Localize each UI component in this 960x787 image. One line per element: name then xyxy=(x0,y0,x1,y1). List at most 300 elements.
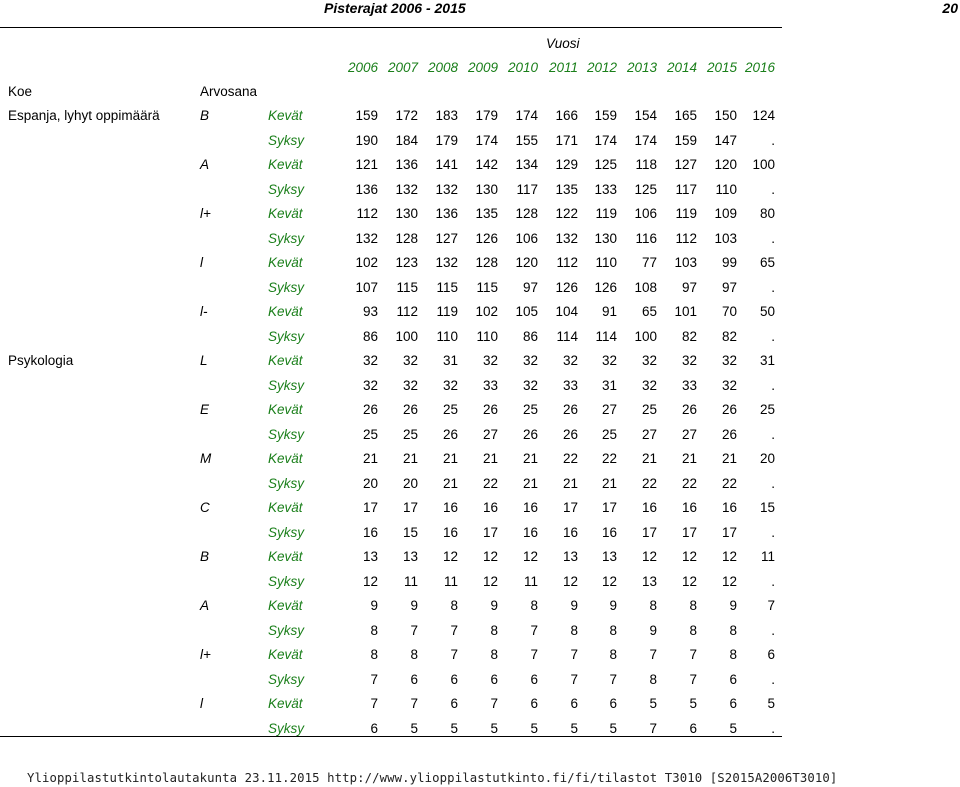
value-cell: 27 xyxy=(681,426,697,442)
value-cell: 115 xyxy=(476,279,498,295)
value-cell: 147 xyxy=(714,132,737,148)
value-cell: 21 xyxy=(522,451,538,466)
value-cell: 32 xyxy=(442,377,458,393)
value-cell: 184 xyxy=(395,132,418,148)
year-header-cell: 2015 xyxy=(706,60,737,75)
season-cell: Kevät xyxy=(268,549,303,564)
value-cell: 97 xyxy=(522,279,538,295)
table-row xyxy=(0,400,960,420)
value-cell: 7 xyxy=(490,696,498,711)
value-cell: 7 xyxy=(410,622,418,638)
value-cell: 136 xyxy=(435,206,458,221)
value-cell: 26 xyxy=(562,426,578,442)
value-cell: 104 xyxy=(555,304,578,319)
value-cell: 136 xyxy=(355,181,378,197)
value-cell: 12 xyxy=(522,549,538,564)
table-row xyxy=(0,596,960,616)
table-row xyxy=(0,204,960,224)
value-cell: 8 xyxy=(609,647,617,662)
value-cell: 119 xyxy=(436,304,458,319)
value-cell: 132 xyxy=(395,181,418,197)
value-cell: 82 xyxy=(681,328,697,344)
value-cell: 97 xyxy=(721,279,737,295)
value-cell: 114 xyxy=(595,328,617,344)
grade-cell: E xyxy=(200,402,210,417)
season-cell: Kevät xyxy=(268,647,303,662)
value-cell: 99 xyxy=(721,255,737,270)
value-cell: 17 xyxy=(601,500,617,515)
value-cell: 7 xyxy=(689,671,697,687)
value-cell: 16 xyxy=(522,500,538,515)
value-cell: 135 xyxy=(475,206,498,221)
value-cell: 101 xyxy=(674,304,697,319)
grade-cell: B xyxy=(200,549,210,564)
value-cell: 32 xyxy=(641,353,657,368)
value-cell: 8 xyxy=(649,598,657,613)
value-cell: 8 xyxy=(570,622,578,638)
value-cell: 86 xyxy=(522,328,538,344)
value-cell: 12 xyxy=(681,573,697,589)
value-cell: 33 xyxy=(562,377,578,393)
value-cell: 26 xyxy=(362,402,378,417)
table-row xyxy=(0,523,960,543)
value-cell: 5 xyxy=(530,720,538,736)
footer-text: Ylioppilastutkintolautakunta 23.11.2015 http://www.ylioppilastutkinto.fi/fi/tilastot T3010 [S2015A2006T3010] xyxy=(27,771,838,785)
value-cell: 122 xyxy=(555,206,578,221)
value-cell: 9 xyxy=(570,598,578,613)
value-cell: 6 xyxy=(729,671,737,687)
season-cell: Kevät xyxy=(268,500,303,515)
value-cell: 6 xyxy=(450,671,458,687)
value-cell: 50 xyxy=(759,304,775,319)
value-cell: 33 xyxy=(482,377,498,393)
value-cell: 26 xyxy=(482,402,498,417)
value-cell: 7 xyxy=(767,598,775,613)
grade-cell: l- xyxy=(200,304,208,319)
value-cell: 12 xyxy=(482,573,498,589)
value-cell: 31 xyxy=(442,353,458,368)
value-cell: 15 xyxy=(402,524,418,540)
value-cell: 6 xyxy=(450,696,458,711)
value-cell: 115 xyxy=(436,279,458,295)
value-cell: 108 xyxy=(634,279,657,295)
value-cell: 6 xyxy=(530,671,538,687)
value-cell: 100 xyxy=(752,157,775,172)
value-cell: 125 xyxy=(594,157,617,172)
season-cell: Syksy xyxy=(268,279,305,295)
value-cell: . xyxy=(771,279,775,295)
season-cell: Kevät xyxy=(268,696,303,711)
value-cell: 7 xyxy=(649,647,657,662)
value-cell: 8 xyxy=(370,647,378,662)
year-header-cell: 2016 xyxy=(744,60,775,75)
value-cell: 17 xyxy=(641,524,657,540)
value-cell: 32 xyxy=(362,353,378,368)
value-cell: 110 xyxy=(715,181,737,197)
value-cell: 97 xyxy=(681,279,697,295)
season-cell: Syksy xyxy=(268,426,305,442)
value-cell: 82 xyxy=(721,328,737,344)
grade-cell: L xyxy=(200,353,208,368)
value-cell: 7 xyxy=(570,647,578,662)
value-cell: 119 xyxy=(595,206,617,221)
value-cell: 112 xyxy=(356,206,378,221)
value-cell: 12 xyxy=(681,549,697,564)
value-cell: 25 xyxy=(641,402,657,417)
value-cell: 13 xyxy=(562,549,578,564)
grade-cell: l+ xyxy=(200,647,211,662)
value-cell: . xyxy=(771,524,775,540)
value-cell: 26 xyxy=(681,402,697,417)
value-cell: 7 xyxy=(689,647,697,662)
value-cell: 26 xyxy=(721,402,737,417)
value-cell: 142 xyxy=(475,157,498,172)
value-cell: 25 xyxy=(759,402,775,417)
value-cell: 5 xyxy=(649,696,657,711)
year-header-cell: 2009 xyxy=(467,60,498,75)
grade-cell: C xyxy=(200,500,210,515)
value-cell: 154 xyxy=(634,108,657,123)
value-cell: 21 xyxy=(402,451,418,466)
season-cell: Kevät xyxy=(268,598,303,613)
value-cell: 22 xyxy=(562,451,578,466)
value-cell: 7 xyxy=(370,671,378,687)
value-cell: 16 xyxy=(362,524,378,540)
value-cell: 20 xyxy=(402,475,418,491)
value-cell: 32 xyxy=(522,353,538,368)
value-cell: 9 xyxy=(410,598,418,613)
value-cell: 21 xyxy=(601,475,617,491)
value-cell: 174 xyxy=(634,132,657,148)
value-cell: 22 xyxy=(641,475,657,491)
value-cell: 129 xyxy=(555,157,578,172)
value-cell: 15 xyxy=(759,500,775,515)
season-cell: Kevät xyxy=(268,402,303,417)
value-cell: 8 xyxy=(490,647,498,662)
value-cell: 135 xyxy=(555,181,578,197)
table-row xyxy=(0,425,960,445)
season-cell: Syksy xyxy=(268,132,305,148)
value-cell: 5 xyxy=(729,720,737,736)
table-row xyxy=(0,670,960,690)
value-cell: 107 xyxy=(355,279,378,295)
value-cell: 26 xyxy=(442,426,458,442)
value-cell: 5 xyxy=(410,720,418,736)
value-cell: 112 xyxy=(556,255,578,270)
value-cell: 32 xyxy=(482,353,498,368)
value-cell: 27 xyxy=(641,426,657,442)
value-cell: 118 xyxy=(635,157,657,172)
value-cell: 8 xyxy=(689,598,697,613)
value-cell: . xyxy=(771,720,775,736)
value-cell: 16 xyxy=(562,524,578,540)
value-cell: 8 xyxy=(410,647,418,662)
value-cell: 16 xyxy=(681,500,697,515)
grade-cell: B xyxy=(200,108,210,123)
value-cell: 6 xyxy=(410,671,418,687)
table-row xyxy=(0,498,960,518)
value-cell: 12 xyxy=(482,549,498,564)
value-cell: 159 xyxy=(594,108,617,123)
value-cell: . xyxy=(771,426,775,442)
value-cell: 127 xyxy=(674,157,697,172)
value-cell: 21 xyxy=(681,451,697,466)
value-cell: 132 xyxy=(435,181,458,197)
value-cell: 13 xyxy=(362,549,378,564)
value-cell: 7 xyxy=(450,622,458,638)
value-cell: 91 xyxy=(601,304,617,319)
value-cell: . xyxy=(771,622,775,638)
value-cell: 7 xyxy=(450,647,458,662)
value-cell: 25 xyxy=(601,426,617,442)
value-cell: 120 xyxy=(515,255,538,270)
year-header-cell: 2006 xyxy=(347,60,378,75)
value-cell: 21 xyxy=(562,475,578,491)
value-cell: 132 xyxy=(555,230,578,246)
value-cell: 179 xyxy=(475,108,498,123)
value-cell: 32 xyxy=(681,353,697,368)
value-cell: 171 xyxy=(555,132,578,148)
value-cell: 110 xyxy=(595,255,617,270)
value-cell: 26 xyxy=(522,426,538,442)
value-cell: 12 xyxy=(721,549,737,564)
value-cell: 21 xyxy=(442,475,458,491)
value-cell: 77 xyxy=(641,255,657,270)
value-cell: 25 xyxy=(442,402,458,417)
value-cell: 172 xyxy=(395,108,418,123)
value-cell: 120 xyxy=(714,157,737,172)
value-cell: 159 xyxy=(674,132,697,148)
table-row xyxy=(0,180,960,200)
value-cell: 33 xyxy=(681,377,697,393)
value-cell: 9 xyxy=(490,598,498,613)
value-cell: 190 xyxy=(355,132,378,148)
year-header-cell: 2010 xyxy=(507,60,538,75)
value-cell: 21 xyxy=(482,451,498,466)
value-cell: 32 xyxy=(601,353,617,368)
value-cell: 117 xyxy=(516,181,538,197)
value-cell: 21 xyxy=(721,451,737,466)
column-header-arvosana: Arvosana xyxy=(200,84,258,99)
value-cell: 115 xyxy=(396,279,418,295)
grade-cell: l xyxy=(200,696,203,711)
value-cell: 5 xyxy=(609,720,617,736)
value-cell: 110 xyxy=(476,328,498,344)
value-cell: 12 xyxy=(362,573,378,589)
value-cell: 106 xyxy=(634,206,657,221)
value-cell: 179 xyxy=(435,132,458,148)
value-cell: 7 xyxy=(649,720,657,736)
value-cell: 25 xyxy=(522,402,538,417)
value-cell: 13 xyxy=(402,549,418,564)
value-cell: . xyxy=(771,230,775,246)
value-cell: 12 xyxy=(601,573,617,589)
value-cell: 8 xyxy=(689,622,697,638)
value-cell: 7 xyxy=(410,696,418,711)
value-cell: 159 xyxy=(355,108,378,123)
table-row xyxy=(0,351,960,371)
value-cell: 109 xyxy=(714,206,737,221)
value-cell: 11 xyxy=(443,573,458,589)
value-cell: 100 xyxy=(395,328,418,344)
value-cell: 16 xyxy=(601,524,617,540)
value-cell: 20 xyxy=(759,451,775,466)
value-cell: 11 xyxy=(523,573,538,589)
value-cell: 126 xyxy=(555,279,578,295)
table-row xyxy=(0,302,960,322)
value-cell: 106 xyxy=(515,230,538,246)
grade-cell: A xyxy=(200,598,210,613)
season-cell: Kevät xyxy=(268,304,303,319)
value-cell: 5 xyxy=(490,720,498,736)
value-cell: 11 xyxy=(760,549,775,564)
table-row xyxy=(0,547,960,567)
grade-cell: M xyxy=(200,451,212,466)
table-row xyxy=(0,621,960,641)
value-cell: 6 xyxy=(729,696,737,711)
value-cell: 13 xyxy=(601,549,617,564)
grade-cell: A xyxy=(200,157,210,172)
value-cell: 22 xyxy=(482,475,498,491)
value-cell: 114 xyxy=(556,328,578,344)
year-header-row xyxy=(0,60,960,78)
value-cell: 100 xyxy=(634,328,657,344)
season-cell: Kevät xyxy=(268,108,303,123)
value-cell: 21 xyxy=(641,451,657,466)
value-cell: 17 xyxy=(681,524,697,540)
value-cell: 112 xyxy=(675,230,697,246)
season-cell: Syksy xyxy=(268,671,305,687)
value-cell: 32 xyxy=(362,377,378,393)
season-cell: Kevät xyxy=(268,157,303,172)
value-cell: 155 xyxy=(515,132,538,148)
value-cell: 26 xyxy=(402,402,418,417)
value-cell: 8 xyxy=(729,647,737,662)
year-header-cell: 2011 xyxy=(548,60,578,75)
value-cell: 65 xyxy=(641,304,657,319)
value-cell: 136 xyxy=(395,157,418,172)
value-cell: 6 xyxy=(530,696,538,711)
season-cell: Syksy xyxy=(268,328,305,344)
value-cell: 8 xyxy=(649,671,657,687)
value-cell: 125 xyxy=(634,181,657,197)
value-cell: 7 xyxy=(530,622,538,638)
value-cell: 8 xyxy=(370,622,378,638)
value-cell: 80 xyxy=(759,206,775,221)
year-header-cell: 2008 xyxy=(427,60,458,75)
value-cell: 165 xyxy=(674,108,697,123)
value-cell: 9 xyxy=(649,622,657,638)
value-cell: 17 xyxy=(402,500,418,515)
value-cell: . xyxy=(771,132,775,148)
bottom-rule xyxy=(0,736,782,737)
value-cell: 130 xyxy=(395,206,418,221)
value-cell: 126 xyxy=(594,279,617,295)
value-cell: 7 xyxy=(609,671,617,687)
value-cell: 6 xyxy=(570,696,578,711)
year-header-cell: 2007 xyxy=(387,60,418,75)
value-cell: 22 xyxy=(721,475,737,491)
value-cell: 5 xyxy=(450,720,458,736)
value-cell: 93 xyxy=(362,304,378,319)
value-cell: 65 xyxy=(759,255,775,270)
value-cell: 174 xyxy=(515,108,538,123)
subject-cell: Psykologia xyxy=(8,353,74,368)
value-cell: 123 xyxy=(395,255,418,270)
value-cell: 5 xyxy=(767,696,775,711)
value-cell: 183 xyxy=(435,108,458,123)
value-cell: 16 xyxy=(522,524,538,540)
value-cell: 128 xyxy=(395,230,418,246)
value-cell: 110 xyxy=(436,328,458,344)
season-cell: Syksy xyxy=(268,377,305,393)
value-cell: . xyxy=(771,377,775,393)
value-cell: 8 xyxy=(729,622,737,638)
season-cell: Syksy xyxy=(268,524,305,540)
season-cell: Syksy xyxy=(268,230,305,246)
value-cell: 32 xyxy=(522,377,538,393)
season-cell: Kevät xyxy=(268,206,303,221)
value-cell: 133 xyxy=(594,181,617,197)
value-cell: 12 xyxy=(721,573,737,589)
season-cell: Kevät xyxy=(268,451,303,466)
value-cell: 102 xyxy=(355,255,378,270)
value-cell: 117 xyxy=(675,181,697,197)
value-cell: 121 xyxy=(355,157,378,172)
value-cell: 9 xyxy=(370,598,378,613)
value-cell: 132 xyxy=(435,255,458,270)
value-cell: 7 xyxy=(570,671,578,687)
value-cell: 27 xyxy=(482,426,498,442)
value-cell: 119 xyxy=(675,206,697,221)
table-row xyxy=(0,694,960,714)
value-cell: 20 xyxy=(362,475,378,491)
season-cell: Syksy xyxy=(268,181,305,197)
value-cell: 9 xyxy=(609,598,617,613)
value-cell: 8 xyxy=(609,622,617,638)
value-cell: 32 xyxy=(562,353,578,368)
value-cell: 127 xyxy=(435,230,458,246)
value-cell: 16 xyxy=(442,524,458,540)
value-cell: 103 xyxy=(674,255,697,270)
value-cell: . xyxy=(771,181,775,197)
season-cell: Syksy xyxy=(268,475,305,491)
value-cell: 6 xyxy=(609,696,617,711)
value-cell: 105 xyxy=(515,304,538,319)
value-cell: 130 xyxy=(475,181,498,197)
value-cell: 174 xyxy=(594,132,617,148)
value-cell: 6 xyxy=(689,720,697,736)
year-header-cell: 2012 xyxy=(586,60,617,75)
value-cell: 32 xyxy=(721,353,737,368)
value-cell: 124 xyxy=(752,108,775,123)
grade-cell: l xyxy=(200,255,203,270)
value-cell: 16 xyxy=(482,500,498,515)
value-cell: 17 xyxy=(482,524,498,540)
value-cell: . xyxy=(771,671,775,687)
season-cell: Kevät xyxy=(268,255,303,270)
value-cell: 22 xyxy=(601,451,617,466)
value-cell: 5 xyxy=(689,696,697,711)
value-cell: 112 xyxy=(396,304,418,319)
value-cell: 16 xyxy=(721,500,737,515)
value-cell: 8 xyxy=(450,598,458,613)
value-cell: 17 xyxy=(721,524,737,540)
table-row xyxy=(0,253,960,273)
value-cell: 27 xyxy=(601,402,617,417)
year-header-cell: 2013 xyxy=(626,60,657,75)
season-cell: Syksy xyxy=(268,720,305,736)
